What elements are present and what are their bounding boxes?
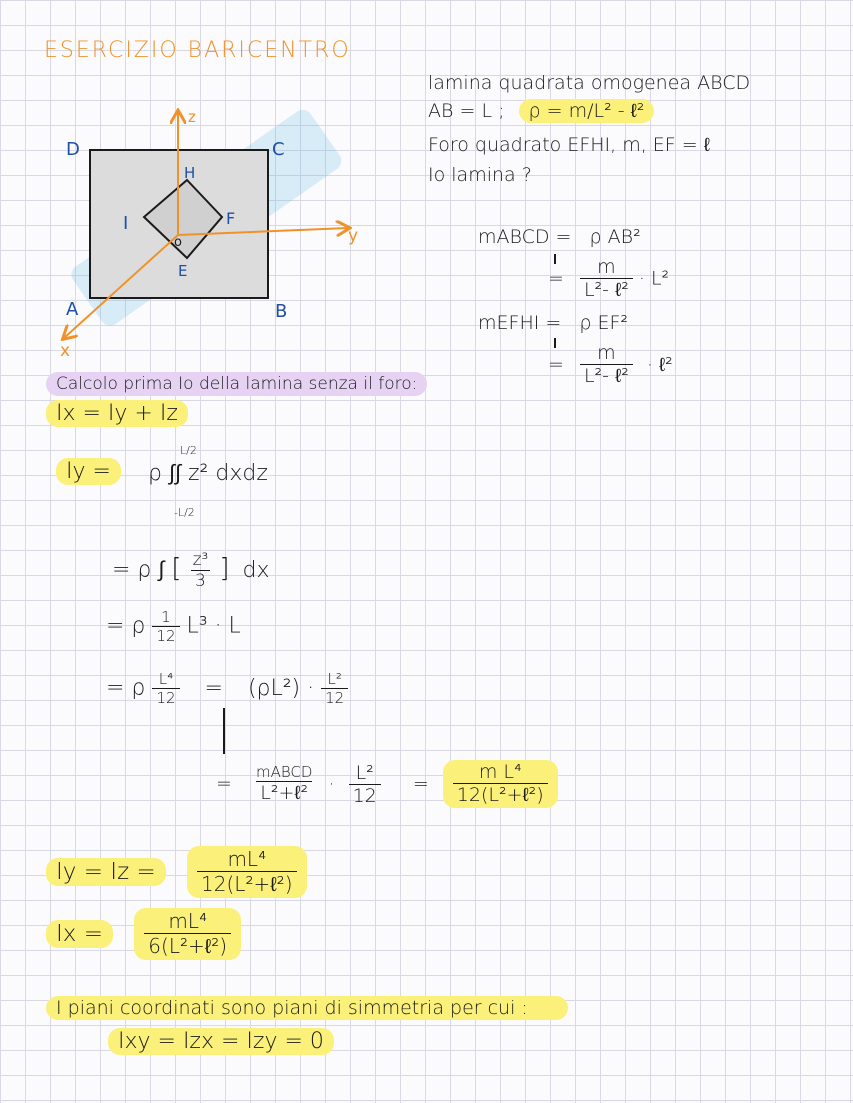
axis-label-z: z xyxy=(188,108,196,126)
side-length: AB = L ; xyxy=(428,100,505,122)
mass-efhi-tail: · ℓ² xyxy=(646,353,673,376)
step2-num: z³ xyxy=(192,550,209,570)
result-iy-iz-num: mL⁴ xyxy=(227,847,267,871)
mass-efhi-rhs: ρ EF² xyxy=(579,312,628,334)
step4 xyxy=(106,670,348,707)
step5-den2: 12 xyxy=(349,784,381,807)
mass-abcd-value xyxy=(548,256,669,302)
mass-efhi-den: L²- ℓ² xyxy=(580,364,633,388)
result-ix xyxy=(46,908,241,960)
step4-mid: (ρL²) · xyxy=(247,675,315,701)
step4-den2: 12 xyxy=(321,688,348,707)
step2-tail: dx xyxy=(242,557,270,583)
step5-eq: = xyxy=(216,772,232,795)
step5-num: mABCD xyxy=(255,763,313,781)
mass-abcd-eq: = xyxy=(548,267,564,290)
step4-num2: L² xyxy=(327,670,342,688)
iy-lhs: Iy = xyxy=(56,458,121,485)
label-H: H xyxy=(184,164,196,182)
step5-den: L²+ℓ² xyxy=(256,781,312,805)
label-D: D xyxy=(66,139,80,160)
iy-limit-lower: -L/2 xyxy=(174,506,195,519)
step3-den: 12 xyxy=(152,626,179,645)
result-ix-den: 6(L²+ℓ²) xyxy=(144,933,231,959)
mass-efhi-eq: = xyxy=(548,353,564,376)
conclusion-text: I piani coordinati sono piani di simmetria per cui : xyxy=(46,996,568,1020)
problem-line-3: Foro quadrato EFHI, m, EF = ℓ xyxy=(428,134,710,156)
step4-eq: = xyxy=(204,675,223,701)
label-I: I xyxy=(123,213,129,234)
step2-prefix: = ρ ∫ xyxy=(112,557,165,583)
label-E: E xyxy=(178,262,188,280)
step2: = ρ ∫ [ $\frac{\text{z³}}{3}$ ] dx xyxy=(112,550,270,591)
mass-efhi-def xyxy=(478,312,628,334)
result-iy-iz-den: 12(L²+ℓ²) xyxy=(197,871,296,897)
mass-abcd-def xyxy=(478,226,641,248)
step5-result-den: 12(L²+ℓ²) xyxy=(453,783,548,807)
axis-label-y: y xyxy=(348,226,359,246)
mass-abcd-den: L²- ℓ² xyxy=(580,278,633,302)
result-ix-lhs: Ix = xyxy=(46,920,113,948)
result-iy-iz xyxy=(46,846,307,898)
problem-line-1: lamina quadrata omogenea ABCD xyxy=(428,72,751,94)
products-of-inertia: Ixy = Izx = Izy = 0 xyxy=(108,1028,334,1055)
step4-prefix: = ρ xyxy=(106,675,146,701)
axis-label-x: x xyxy=(60,341,71,360)
calc-heading: Calcolo prima Io della lamina senza il foro: xyxy=(46,372,427,396)
label-B: B xyxy=(275,301,288,322)
step3-tail: L³ · L xyxy=(186,613,241,639)
mass-abcd-lhs: mABCD = xyxy=(478,226,572,248)
label-C: C xyxy=(272,139,285,160)
result-ix-num: mL⁴ xyxy=(168,909,207,933)
iy-integral: ρ ∫∫ z² dxdz xyxy=(148,461,268,486)
step4-num: L⁴ xyxy=(158,670,174,688)
step2-den: 3 xyxy=(191,570,210,591)
mass-abcd-num: m xyxy=(597,256,616,278)
page-title: ESERCIZIO BARICENTRO xyxy=(44,38,351,63)
step5-dot: · xyxy=(328,772,335,795)
step3 xyxy=(106,608,241,645)
mass-efhi-lhs: mEFHI = xyxy=(478,312,562,334)
step5-result-num: m L⁴ xyxy=(478,761,522,783)
step3-prefix: = ρ xyxy=(106,613,146,639)
step5-num2: L² xyxy=(355,761,374,784)
mass-abcd-rhs: ρ AB² xyxy=(589,226,641,248)
iy-limit-upper: L/2 xyxy=(180,444,197,457)
label-A: A xyxy=(66,299,79,320)
result-iy-iz-lhs: Iy = Iz = xyxy=(46,858,166,886)
step5 xyxy=(216,760,558,808)
mass-abcd-tail: · L² xyxy=(638,267,670,290)
mass-efhi-value xyxy=(548,342,673,388)
problem-line-4: Io lamina ? xyxy=(428,164,532,186)
density-formula: ρ = m/L² - ℓ² xyxy=(519,99,655,123)
step3-num: 1 xyxy=(161,608,171,626)
step5-eq2: = xyxy=(412,772,429,795)
problem-line-2 xyxy=(428,100,654,123)
label-O: o xyxy=(174,235,182,250)
lamina-diagram xyxy=(50,100,380,360)
ix-sum: Ix = Iy + Iz xyxy=(46,400,188,427)
step-connector xyxy=(223,708,225,754)
label-F: F xyxy=(226,209,236,228)
mass-efhi-num: m xyxy=(597,342,616,364)
step4-den: 12 xyxy=(152,688,179,707)
